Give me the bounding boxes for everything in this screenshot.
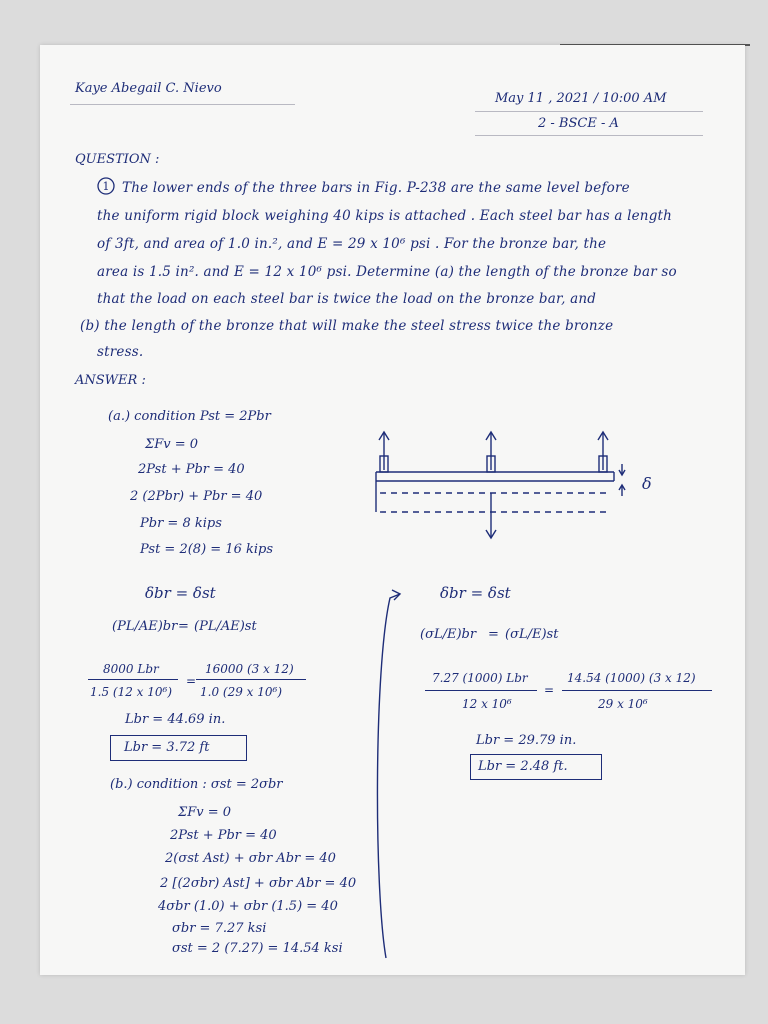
part-b-step-3: 2(σst Ast) + σbr Abr = 40 — [165, 851, 336, 866]
part-b-den-right: 29 x 10⁶ — [598, 697, 648, 711]
question-line-6: (b) the length of the bronze that will make the steel stress twice the bronze — [80, 318, 614, 334]
part-a-equals-2: = — [186, 674, 197, 688]
section: 2 - BSCE - A — [538, 116, 619, 131]
part-a-frac-bar-right — [196, 679, 306, 680]
part-a-ratio-left: (PL/AE)br — [112, 619, 178, 634]
answer-heading: ANSWER : — [75, 373, 146, 388]
part-b-equals-2: = — [544, 683, 555, 697]
part-b-step-2: 2Pst + Pbr = 40 — [170, 828, 277, 843]
part-a-lbr-inches: Lbr = 44.69 in. — [125, 712, 226, 727]
student-name: Kaye Abegail C. Nievo — [75, 81, 222, 96]
question-line-4: area is 1.5 in². and E = 12 x 10⁶ psi. Determine (a) the length of the bronze bar so — [97, 264, 677, 280]
part-b-lbr-inches: Lbr = 29.79 in. — [476, 733, 577, 748]
part-a-step-4: Pbr = 8 kips — [140, 516, 222, 531]
part-a-deform-eq: δbr = δst — [145, 584, 216, 602]
part-b-step-1: ΣFv = 0 — [178, 805, 231, 820]
section-rule — [475, 135, 703, 136]
part-b-den-left: 12 x 10⁶ — [462, 697, 512, 711]
part-a-equals-1: = — [178, 619, 189, 634]
question-number-circle — [97, 177, 117, 197]
part-a-ratio-right: (PL/AE)st — [194, 619, 257, 634]
part-a-step-3: 2 (2Pbr) + Pbr = 40 — [130, 489, 263, 504]
part-a-step-5: Pst = 2(8) = 16 kips — [140, 542, 273, 557]
part-b-frac-bar-left — [425, 690, 537, 691]
question-line-2: the uniform rigid block weighing 40 kips is attached . Each steel bar has a length — [97, 208, 673, 224]
part-a-frac-bar-left — [88, 679, 178, 680]
part-b-deform-eq: δbr = δst — [440, 584, 511, 602]
svg-text:1: 1 — [102, 180, 110, 193]
question-line-1: The lower ends of the three bars in Fig. P-238 are the same level before — [122, 180, 630, 196]
name-rule — [70, 104, 295, 105]
part-a-num-right: 16000 (3 x 12) — [205, 662, 294, 676]
continuation-bracket — [372, 588, 412, 968]
part-b-ratio-right: (σL/E)st — [505, 627, 559, 642]
question-heading: QUESTION : — [75, 152, 160, 167]
part-a-step-1: ΣFv = 0 — [145, 437, 198, 452]
part-b-num-right: 14.54 (1000) (3 x 12) — [567, 671, 696, 685]
part-b-lbr-feet: Lbr = 2.48 ft. — [478, 759, 568, 774]
part-b-step-6: σbr = 7.27 ksi — [172, 921, 267, 936]
question-line-5: that the load on each steel bar is twice the load on the bronze bar, and — [97, 291, 597, 307]
date-time: May 11 , 2021 / 10:00 AM — [495, 91, 667, 106]
part-a-lbr-feet: Lbr = 3.72 ft — [124, 740, 210, 755]
part-a-num-left: 8000 Lbr — [103, 662, 159, 676]
svg-text:δ: δ — [642, 474, 652, 493]
date-rule — [475, 111, 703, 112]
part-b-step-7: σst = 2 (7.27) = 14.54 ksi — [172, 941, 343, 956]
part-a-den-left: 1.5 (12 x 10⁶) — [90, 685, 173, 699]
part-b-condition: (b.) condition : σst = 2σbr — [110, 777, 283, 792]
bar-block-diagram — [370, 428, 650, 548]
part-b-ratio-left: (σL/E)br — [420, 627, 477, 642]
question-line-7: stress. — [97, 344, 144, 360]
part-b-step-4: 2 [(2σbr) Ast] + σbr Abr = 40 — [160, 876, 357, 891]
part-a-step-2: 2Pst + Pbr = 40 — [138, 462, 245, 477]
part-b-frac-bar-right — [562, 690, 712, 691]
part-a-condition: (a.) condition Pst = 2Pbr — [108, 409, 271, 424]
part-b-equals-1: = — [488, 627, 499, 642]
part-a-den-right: 1.0 (29 x 10⁶) — [200, 685, 283, 699]
part-b-num-left: 7.27 (1000) Lbr — [432, 671, 528, 685]
question-line-3: of 3ft, and area of 1.0 in.², and E = 29 x 10⁶ psi . For the bronze bar, the — [97, 236, 607, 252]
part-b-step-5: 4σbr (1.0) + σbr (1.5) = 40 — [158, 899, 338, 914]
